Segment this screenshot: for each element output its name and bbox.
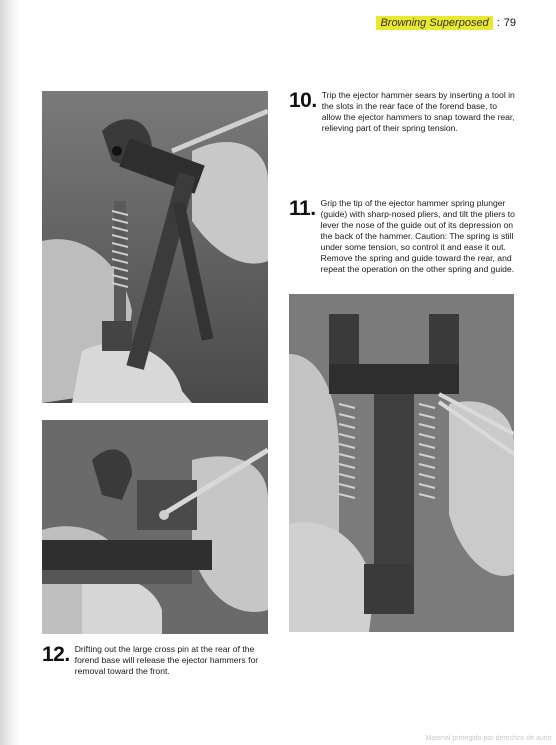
step-text: Grip the tip of the ejector hammer spring plunger (guide) with sharp-nosed pliers, and tilt the pliers to lever the nose of the guide out of its depression on the back of the hammer. Caution: The spring is still under some tension, so control it and ease it out. Remove the spring and guide toward the rear, and repeat the operation on the other spring and guide. [320,198,515,274]
step-number: 12. [42,643,70,666]
step-number: 10. [289,89,317,112]
header-separator: : [496,17,500,29]
photo-step-11 [289,294,514,632]
step-11 [289,198,517,275]
step-12 [42,644,270,677]
book-title: Browning Superposed [376,16,492,30]
running-header [376,16,516,30]
page-number: 79 [503,17,516,29]
copyright-watermark: Material protegido por derechos de autor [425,735,552,742]
step-10 [289,90,517,134]
step-text: Trip the ejector hammer sears by inserting a tool in the slots in the rear face of the forend base, to allow the ejector hammers to snap toward the rear, relieving part of their spring tension. [321,90,515,133]
photo-step-10 [42,91,268,403]
page-spine-shadow [0,0,20,745]
step-text: Drifting out the large cross pin at the rear of the forend base will release the ejector hammers for removal toward the front. [74,644,259,676]
photo-step-12 [42,420,268,634]
step-number: 11. [289,197,316,220]
